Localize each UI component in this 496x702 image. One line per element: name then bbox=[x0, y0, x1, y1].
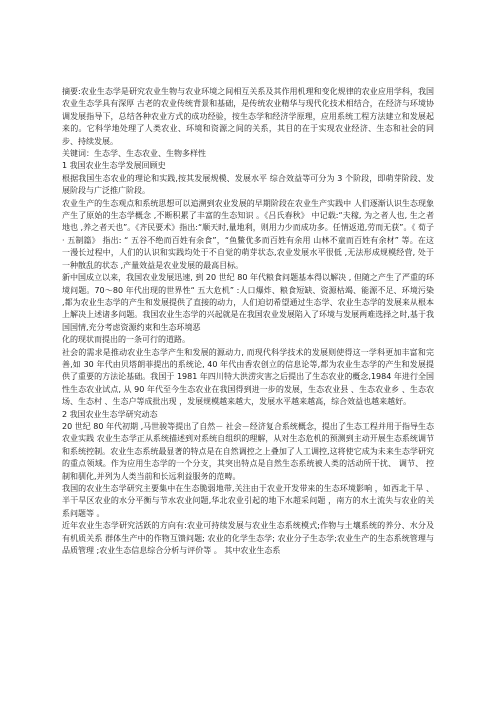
body-paragraph: 20 世纪 80 年代初期 ,马世骏等提出了自然－ 社会－经济复合系统概念，提出了生态工程并用于指导生态农业实践 农业生态学正从系统描述到对系统自组织的理解，从对生态危机的预测到主动开展生态系统调节和系统控制。农业生态系统最显著的特点是在自然调控之上叠加了人工调控,这将使它成为未来生态学研究的重点领域。作为应用生态学的一个分支，其突出特点是自然生态系统被人类的活动所干扰、 调节、 控制和驯化,并列为人类当前和长远利益服务的范畴。 bbox=[62, 421, 434, 481]
document-body bbox=[62, 86, 434, 557]
body-paragraph: 化的现状而提出的一条可行的道路。 bbox=[62, 335, 190, 345]
abstract-paragraph: 摘要:农业生态学是研究农业生物与农业环境之间相互关系及其作用机理和变化规律的农业应用学科，我国农业生态学具有深厚 古老的农业传统背景和基础，是传统农业精华与现代化技术相结合，在经济与环境协调发展指导下，总结各种农业方式的成功经验，按生态学和经济学原理，应用系统工程方法建立和发展起来的。它科学地处理了人类农业、环境和资源之间的关系，其目的在于实现农业经济、生态和社会的同步、持续发展。 bbox=[62, 87, 434, 146]
keywords-line: 关键词：生态学、生态农业、生物多样性 bbox=[62, 149, 206, 159]
body-paragraph: 新中国成立以来，我国农业发展迅速, 到 20 世纪 80 年代粮食问题基本得以解决 , 但随之产生了严重的环境问题。70～80 年代出现的世界性“ 五大危机” :人口爆炸、粮食短缺、资源枯竭、能源不足、环境污染 ,都为农业生态学的产生和发展提供了直接的动力，人们迫切希望通过生态学、农业生态学的发展来从根本上解决上述诸多问题。我国农业生态学的兴起就是在我国农业发展陷入了环境与发展两难选择之时,基于我国国情,充分考虑资源约束和生态环境恶 bbox=[62, 273, 434, 332]
body-paragraph: 我国的农业生态学研究主要集中在生态脆弱地带,关注由于农业开发带来的生态环境影响 ，如西北干旱 、半干旱区农业的水分平衡与节水农业问题,华北农业引起的地下水超采问题 ，南方的水土流失与农业的关系问题等 。 bbox=[62, 484, 434, 518]
section-2-heading: 2 我国农业生态学研究动态 bbox=[62, 409, 158, 419]
body-paragraph: 农业生产的生态观点和系统思想可以追溯到农业发展的早期阶段在农业生产实践中 人们逐渐认识生态现象 产生了原始的生态学概念 ,不断积累了丰富的生态知识 。《吕氏春秋》 中记载:“夫稼, 为之者人也, 生之者地也 ,养之者天也”。《齐民要术》指出:“顺天时,量地利，则用力少而成功多。任情返道,劳而无获”。《 荀子 · 五制篇》 指出: “ 五谷不绝而百姓有余食”，“鱼鳖优多而百姓有余用 山林不童而百姓有余材” 等。在这一漫长过程中，人们的认识和实践均处于不自觉的萌芽状态,农业发展水平很低 ,无法形成规模经营, 处于一种散乱的状态 ,产量效益是农业发展的最高目标。 bbox=[62, 198, 434, 270]
section-1-heading: 1 我国农业生态学发展回顾史 bbox=[62, 161, 166, 171]
body-paragraph: 根据我国生态农业的理论和实践,按其发展规模、发展水平 综合效益等可分为 3 个阶段，即萌芽阶段、发展阶段与广泛推广阶段。 bbox=[62, 173, 434, 196]
body-paragraph: 近年农业生态学研究活跃的方向有:农业可持续发展与农业生态系统模式;作物与土壤系统的养分、水分及有机质关系 群体生产中的作物互馈问题; 农业的化学生态学; 农业分子生态学;农业生产的生态系统管理与品质管理 ;农业生态信息综合分析与评价等 。 其中农业生态系 bbox=[62, 521, 434, 556]
body-paragraph: 社会的需求是推动农业生态学产生和发展的源动力, 而现代科学技术的发展则使得这一学科更加丰富和完善,如 30 年代由贝塔朗菲提出的系统论, 40 年代由香农创立的信息论等,都为农业生态学的产生和发展提供了重要的方法论基础。我国于 1981 年四川特大洪涝灾害之后提出了生态农业的概念,1984 年进行全国性生态农业试点, 从 90 年代至今生态农业在我国得到进一步的发展，生态农业县 、生态农业乡 、生态农场、生态村 、生态户等成批出现 ，发展规模越来越大，发展水平越来越高，综合效益也越来越好。 bbox=[62, 347, 434, 407]
